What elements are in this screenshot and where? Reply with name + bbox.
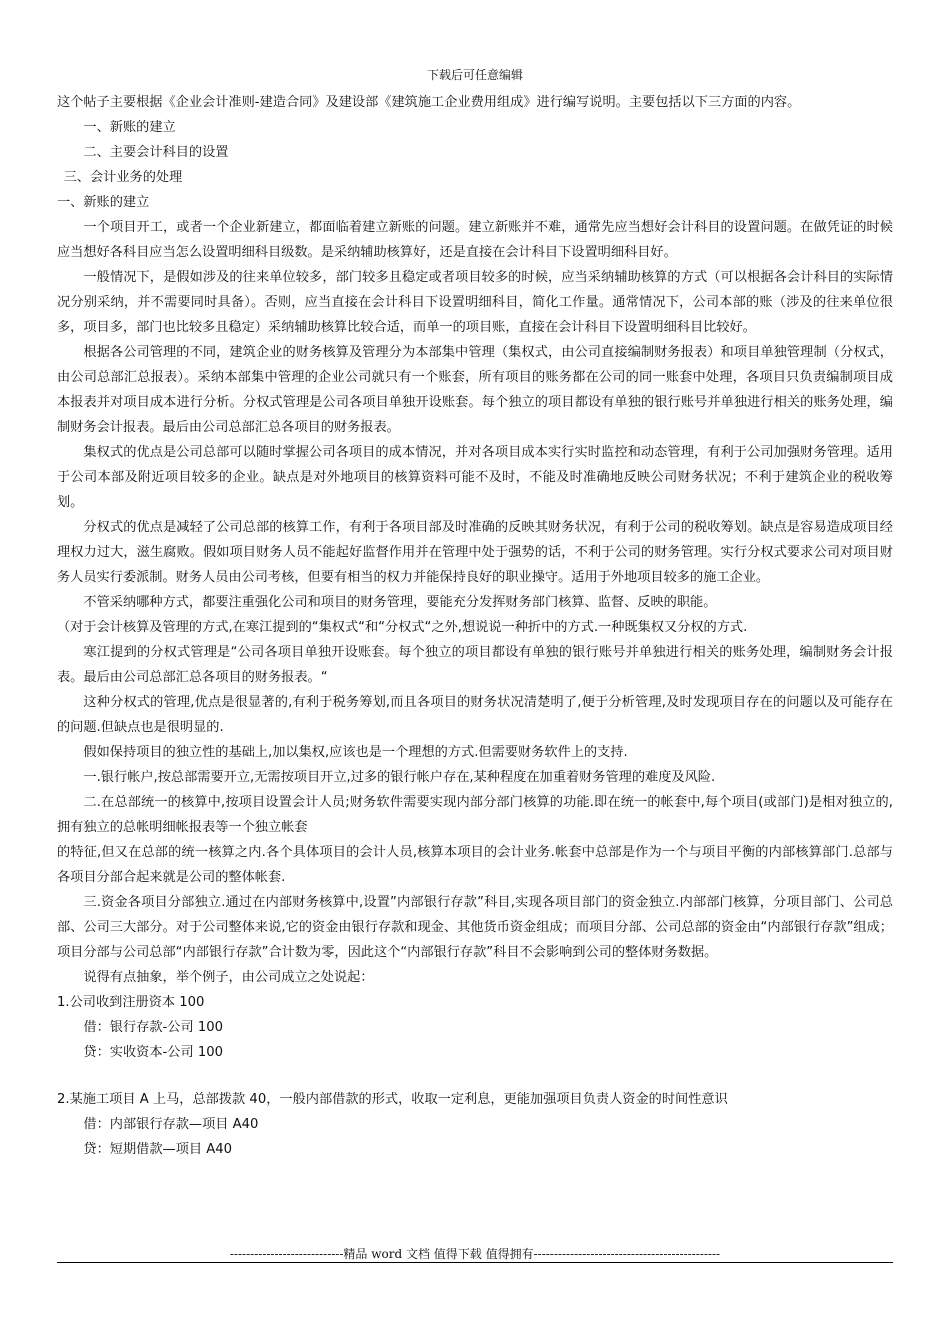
journal-line: 借：内部银行存款—项目 A40 [83,1117,259,1132]
body-paragraph: 一.银行帐户,按总部需要开立,无需按项目开立,过多的银行帐户存在,某种程度在加重着财务管理的难度及风险. [83,770,716,785]
page-footer: ----------------------------精品 word 文档 值得下载 值得拥有---------------------------------------------- [229,1247,721,1261]
body-paragraph: 三.资金各项目分部独立.通过在内部财务核算中,设置”内部银行存款”科目,实现各项目部门的资金独立.内部部门核算，分项目部门、公司总部、公司三大部分。对于公司整体来说,它的资金由银行存款和现金、其他货币资金组成；而项目分部、公司总部的资金由“内部银行存款”组成；项目分部与公司总部“内部银行存款”合计数为零，因此这个“内部银行存款”科目不会影响到公司的整体财务数据。 [57,895,893,960]
body-paragraph: 寒江提到的分权式管理是“公司各项目单独开设账套。每个独立的项目都设有单独的银行账号并单独进行相关的账务处理，编制财务会计报表。最后由公司总部汇总各项目的财务报表。“ [57,645,893,685]
body-paragraph: 根据各公司管理的不同，建筑企业的财务核算及管理分为本部集中管理（集权式，由公司直接编制财务报表）和项目单独管理制（分权式，由公司总部汇总报表）。采纳本部集中管理的企业公司就只有一个账套，所有项目的账务都在公司的同一账套中处理，各项目只负责编制项目成本报表并对项目成本进行分析。分权式管理是公司各项目单独开设账套。每个独立的项目都设有单独的银行账号并单独进行相关的账务处理，编制财务会计报表。最后由公司总部汇总各项目的财务报表。 [57,345,893,435]
section-heading-1: 一、新账的建立 [57,195,150,210]
body-paragraph: 分权式的优点是减轻了公司总部的核算工作，有利于各项目部及时准确的反映其财务状况，有利于公司的税收筹划。缺点是容易造成项目经理权力过大，滋生腐败。假如项目财务人员不能起好监督作用并在管理中处于强势的话，不利于公司的财务管理。实行分权式要求公司对项目财务人员实行委派制。财务人员由公司考核，但要有相当的权力并能保持良好的职业操守。适用于外地项目较多的施工企业。 [57,520,893,585]
page-header: 下载后可任意编辑 [426,68,523,82]
body-paragraph: 这种分权式的管理,优点是很显著的,有利于税务筹划,而且各项目的财务状况清楚明了,便于分析管理,及时发现项目存在的问题以及可能存在的问题.但缺点也是很明显的. [57,695,893,735]
journal-line: 贷：短期借款—项目 A40 [83,1142,233,1157]
body-paragraph: （对于会计核算及管理的方式,在寒江提到的“集权式“和“分权式“之外,想说说一种折中的方式.一种既集权又分权的方式. [57,620,748,635]
body-paragraph: 一个项目开工，或者一个企业新建立，都面临着建立新账的问题。建立新账并不难，通常先应当想好会计科目的设置问题。在做凭证的时候应当想好各科目应当怎么设置明细科目级数。是采纳辅助核算好，还是直接在会计科目下设置明细科目好。 [57,220,893,260]
intro-paragraph: 这个帖子主要根据《企业会计准则-建造合同》及建设部《建筑施工企业费用组成》进行编写说明。主要包括以下三方面的内容。 [57,95,801,110]
journal-line: 1.公司收到注册资本 100 [57,995,205,1010]
blank-line [57,1065,893,1087]
journal-line: 借：银行存款-公司 100 [83,1020,224,1035]
body-paragraph: 的特征,但又在总部的统一核算之内.各个具体项目的会计人员,核算本项目的会计业务.帐套中总部是作为一个与项目平衡的内部核算部门.总部与各项目分部合起来就是公司的整体帐套. [57,845,893,885]
body-paragraph: 集权式的优点是公司总部可以随时掌握公司各项目的成本情况，并对各项目成本实行实时监控和动态管理，有利于公司加强财务管理。适用于公司本部及附近项目较多的企业。缺点是对外地项目的核算资料可能不及时，不能及时准确地反映公司财务状况；不利于建筑企业的税收筹划。 [57,445,893,510]
toc-item-2: 二、主要会计科目的设置 [83,145,229,160]
body-paragraph: 说得有点抽象，举个例子，由公司成立之处说起： [83,970,374,985]
body-paragraph: 一般情况下，是假如涉及的往来单位较多，部门较多且稳定或者项目较多的时候，应当采纳辅助核算的方式（可以根据各会计科目的实际情况分别采纳，并不需要同时具备）。否则，应当直接在会计科目下设置明细科目，简化工作量。通常情况下，公司本部的账（涉及的往来单位很多，项目多，部门也比较多且稳定）采纳辅助核算比较合适，而单一的项目账，直接在会计科目下设置明细科目比较好。 [57,270,893,335]
journal-line: 2.某施工项目 A 上马，总部拨款 40，一般内部借款的形式，收取一定利息，更能加强项目负责人资金的时间性意识 [57,1092,728,1107]
journal-line: 贷：实收资本-公司 100 [83,1045,224,1060]
body-paragraph: 假如保持项目的独立性的基础上,加以集权,应该也是一个理想的方式.但需要财务软件上的支持. [83,745,628,760]
toc-item-1: 一、新账的建立 [83,120,176,135]
body-paragraph: 不管采纳哪种方式，都要注重强化公司和项目的财务管理，要能充分发挥财务部门核算、监督、反映的职能。 [83,595,717,610]
footer-divider [57,1262,893,1263]
toc-item-3: 三、会计业务的处理 [63,170,183,185]
document-body [57,90,893,1162]
body-paragraph: 二.在总部统一的核算中,按项目设置会计人员;财务软件需要实现内部分部门核算的功能.即在统一的帐套中,每个项目(或部门)是相对独立的,拥有独立的总帐明细帐报表等一个独立帐套 [57,795,893,835]
